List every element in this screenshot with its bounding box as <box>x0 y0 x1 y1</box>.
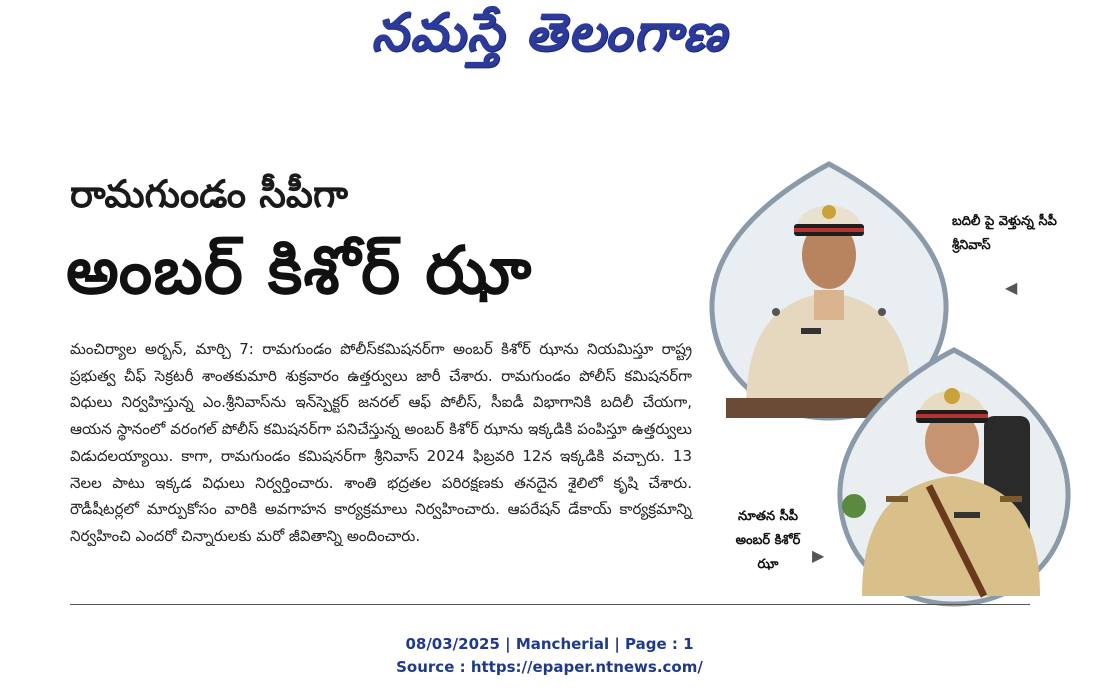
source-link[interactable]: Source : https://epaper.ntnews.com/ <box>396 658 703 676</box>
article-body: మంచిర్యాల అర్బన్, మార్చి 7: రామగుండం పోలీస్‌కమిషనర్‌గా అంబర్ కిశోర్ ఝాను నియమిస్తూ రాష్ట్ర ప్రభుత్వ చీఫ్ సెక్రటరీ శాంతకుమారి శుక్రవారం ఉత్తర్వులు జారీ చేశారు. రామగుండం పోలీస్ కమిషనర్‌గా విధులు నిర్వహిస్తున్న ఎం.శ్రీనివాస్‌ను ఇన్‌స్పెక్టర్ జనరల్ ఆఫ్ పోలీస్, సీఐడీ విభాగానికి బదిలీ చేయగా, ఆయన స్థానంలో వరంగల్ పోలీస్ కమిషనర్‌గా పనిచేస్తున్న అంబర్ కిశోర్ ఝాను ఇక్కడికి పంపిస్తూ ఉత్తర్వులు విడుదలయ్యాయి. కాగా, రామగుండం కమిషనర్‌గా శ్రీనివాస్ 2024 ఫిబ్రవరి 12న ఇక్కడికి వచ్చారు. 13 నెలల పాటు ఇక్కడ విధులు నిర్వర్తించారు. శాంతి భద్రతల పరిరక్షణకు తనదైన శైలిలో కృషి చేశారు. రౌడీషీటర్లలో మార్పుకోసం వారికి అవగాహన కార్యక్రమాలు నిర్వహించారు. ఆపరేషన్ డేకాయ్ కార్యక్రమాన్ని నిర్వహించి ఎందరో చిన్నారులకు మరో జీవితాన్ని అందించారు. <box>70 340 692 545</box>
caption-pointer-icon: ▶ <box>812 546 825 565</box>
new-cp-caption: నూతన సీపీ అంబర్ కిశోర్ ఝా <box>735 509 801 572</box>
article-divider <box>70 604 1030 605</box>
new-cp-photo <box>834 346 1074 608</box>
article-kicker: రామగుండం సీపీగా <box>70 172 348 216</box>
caption-pointer-icon: ◀ <box>1005 278 1018 297</box>
edition-info: 08/03/2025 | Mancherial | Page : 1 <box>405 635 694 653</box>
newspaper-masthead: నమస్తే తెలంగాణ <box>371 2 728 63</box>
article-headline: అంబర్ కిశోర్ ఝా <box>66 232 533 309</box>
outgoing-cp-caption: బదిలీ పై వెళ్తున్న సీపీ శ్రీనివాస్ <box>952 214 1057 253</box>
